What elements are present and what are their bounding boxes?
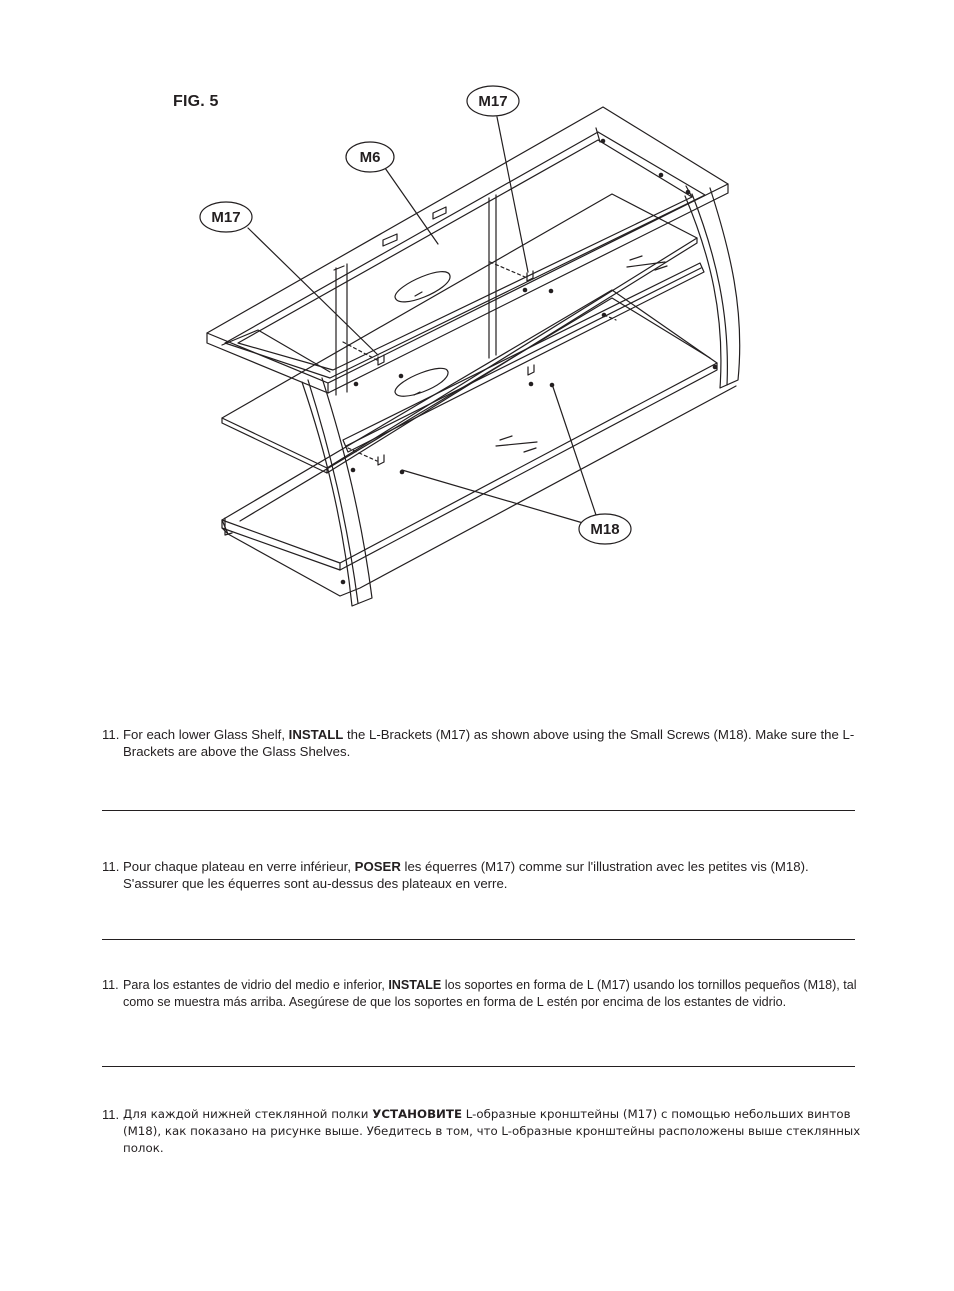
step-text: Pour chaque plateau en verre inférieur, POSER les équerres (M17) comme sur l'illustration avec les petites vis (M18). S'assurer que les équerres sont au-dessus des plateaux en verre. xyxy=(123,859,809,891)
step-text: Para los estantes de vidrio del medio e inferior, INSTALE los soportes en forma de L (M17) usando los tornillos pequeños (M18), tal como se muestra más arriba. Asegúrese de que los soportes en forma de L estén por encima de los estantes de vidrio. xyxy=(123,978,857,1009)
divider xyxy=(102,1066,855,1067)
divider xyxy=(102,810,855,811)
callout-m18 xyxy=(579,514,631,544)
step-number: 11. xyxy=(102,859,120,874)
step-es xyxy=(102,977,862,1011)
step-fr xyxy=(102,858,862,892)
step-text: For each lower Glass Shelf, INSTALL the L-Brackets (M17) as shown above using the Small Screws (M18). Make sure the L-Brackets are above the Glass Shelves. xyxy=(123,727,855,759)
step-en xyxy=(102,726,862,760)
callout-m17-top xyxy=(467,86,519,116)
svg-text:M6: M6 xyxy=(359,149,381,166)
step-number: 11. xyxy=(102,1107,120,1122)
step-text: Для каждой нижней стеклянной полки УСТАНОВИТЕ L-образные кронштейны (M17) с помощью небольших винтов (M18), как показано на рисунке выше. Убедитесь в том, что L-образные кронштейны расположены выше стеклянных полок. xyxy=(123,1107,861,1155)
figure-title: FIG. 5 xyxy=(173,93,219,110)
svg-text:M18: M18 xyxy=(590,521,620,538)
assembly-diagram xyxy=(0,0,954,640)
callout-m17-left xyxy=(200,202,252,232)
divider xyxy=(102,939,855,940)
callouts xyxy=(200,86,631,544)
step-number: 11. xyxy=(102,978,119,992)
step-ru xyxy=(102,1106,862,1157)
svg-text:M17: M17 xyxy=(478,93,508,110)
callout-m6 xyxy=(346,142,394,172)
step-number: 11. xyxy=(102,727,120,742)
svg-text:M17: M17 xyxy=(211,209,241,226)
